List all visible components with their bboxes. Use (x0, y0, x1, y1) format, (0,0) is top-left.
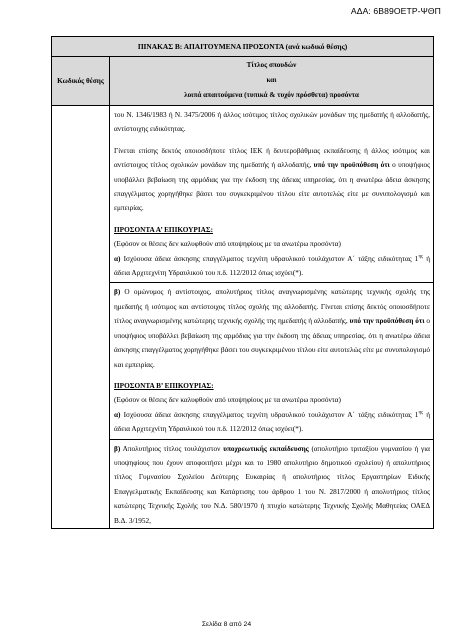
item-condition: υπό την προϋπόθεση ότι (349, 317, 425, 326)
requirements-table (51, 36, 434, 529)
column-header-line3: λοιπά απαιτούμενα (τυπικά & τυχόν πρόσθετα) προσόντα (184, 91, 359, 99)
item-text: Ισχύουσα άδεια άσκησης επαγγέλματος τεχνίτη υδραυλικού τουλάχιστον Α΄ τάξης ειδικότητας 1 (120, 410, 419, 419)
column-header-line2: και (266, 76, 277, 84)
page-number: Σελίδα 8 από 24 (201, 621, 252, 628)
item-text-post: ο υποψήφιος υποβάλλει βεβαίωση της αρμόδιας για την έκδοση της άδειας υπηρεσίας, ότι η ανωτέρω άδεια άσκησης επαγγέλματος χορηγήθηκε βάσει του συγκεκριμένου τίτλου είτε αυτοτελώς είτε με συνυπολογισμό και εμπειρίας. (114, 317, 430, 369)
item-label: α) (114, 254, 121, 263)
item-text: Ο ομώνυμος ή αντίστοιχος, απολυτήριος τίτλος αναγνωρισμένης κατώτερης τεχνικής σχολής της ημεδαπής ή ισότιμος και αντίστοιχος τίτλος σχολής της αλλοδαπής. Γίνεται επίσης δεκτός οποιοσδήποτε τίτλος αναγνωρισμένης κατώτερης τεχνικής σχολής της ημεδαπής ή αλλοδαπής, (114, 288, 430, 326)
p2-text-a: Γίνεται επίσης δεκτός οποιοσδήποτε τίτλος ΙΕΚ ή δευτεροβάθμιας εκπαίδευσης ή άλλος ισότιμος και αντίστοιχος τίτλος σχολικών μονάδων της ημεδαπής ή αλλοδαπής, (114, 146, 430, 170)
p2-text-c: ο υποψήφιος υποβάλλει βεβαίωση της αρμόδιας για την έκδοση της άδειας υπηρεσίας, ότι η ανωτέρω άδεια άσκησης επαγγέλματος χορηγήθηκε βάσει του συγκεκριμένου τίτλου είτε αυτοτελώς είτε με συνυπολογισμό και εμπειρίας. (114, 161, 430, 213)
paragraph-2 (114, 144, 430, 216)
section-a-heading: ΠΡΟΣΟΝΤΑ Α’ ΕΠΙΚΟΥΡΙΑΣ: (114, 225, 214, 234)
column-header-titles (110, 57, 434, 106)
item-text: Απολυτήριος τίτλος τουλάχιστον (120, 444, 224, 453)
code-cell (52, 106, 110, 529)
item-text-post: ή άδεια Αρχιτεχνίτη Υδραυλικού του π.δ. 112/2012 όπως ισχύει(*). (114, 410, 431, 434)
superscript: ης (418, 410, 424, 416)
section-b-note: (Εφόσον οι θέσεις δεν καλυφθούν από υποψηφίους με τα ανωτέρω προσόντα) (114, 396, 341, 405)
superscript: ης (418, 254, 424, 260)
item-text-post: ή άδεια Αρχιτεχνίτη Υδραυλικού του π.δ. 112/2012 όπως ισχύει(*). (114, 254, 431, 278)
requirements-cell (110, 106, 434, 529)
paragraph-1: του Ν. 1346/1983 ή Ν. 3475/2006 ή άλλος ισότιμος τίτλος σχολικών μονάδων της ημεδαπής ή αλλοδαπής, αντίστοιχης ειδικότητας. (114, 111, 430, 134)
divider (110, 439, 433, 440)
section-a-note: (Εφόσον οι θέσεις δεν καλυφθούν από υποψηφίους με τα ανωτέρω προσόντα) (114, 240, 341, 249)
section-b-item-b (114, 442, 430, 528)
table-title: ΠΙΝΑΚΑΣ Β: ΑΠΑΙΤΟΥΜΕΝΑ ΠΡΟΣΟΝΤΑ (ανά κωδικό θέσης) (52, 37, 434, 57)
section-a-item-a (114, 252, 430, 281)
item-label: β) (114, 444, 121, 453)
item-label: β) (114, 288, 121, 297)
ada-code: ΑΔΑ: 6Β89ΟΕΤΡ-ΨΘΠ (350, 6, 441, 16)
item-emphasis: υποχρεωτικής εκπαίδευσης (223, 444, 309, 453)
p2-condition: υπό την προϋπόθεση ότι (313, 161, 390, 170)
item-label: α) (114, 410, 121, 419)
item-text: Ισχύουσα άδεια άσκησης επαγγέλματος τεχνίτη υδραυλικού τουλάχιστον Α΄ τάξης ειδικότητας 1 (120, 254, 419, 263)
section-b-heading: ΠΡΟΣΟΝΤΑ Β’ ΕΠΙΚΟΥΡΙΑΣ: (114, 381, 214, 390)
column-header-code: Κωδικός θέσης (52, 57, 110, 106)
column-header-line1: Τίτλος σπουδών (246, 61, 297, 69)
item-text-post: (απολυτήριο τριταξίου γυμνασίου ή για υποψηφίους που έχουν αποφοιτήσει μέχρι και το 1980 απολυτήριο δημοτικού σχολείου) ή απολυτήριος τίτλος Γυμνασίου Σχολείου Δεύτερης Ευκαιρίας ή απολυτήριος τίτλος Εργαστηρίων Ειδικής Επαγγελματικής Εκπαίδευσης και Κατάρτισης του άρθρου 1 του Ν. 2817/2000 ή απολυτήριος τίτλος κατώτερης Τεχνικής Σχολής του Ν.Δ. 580/1970 ή πτυχίο κατώτερης Τεχνικής Σχολής Μαθητείας ΟΑΕΔ Β.Δ. 3/1952, (114, 444, 430, 525)
section-b-item-a (114, 408, 430, 437)
section-a-item-b (114, 285, 430, 371)
divider (110, 282, 433, 283)
